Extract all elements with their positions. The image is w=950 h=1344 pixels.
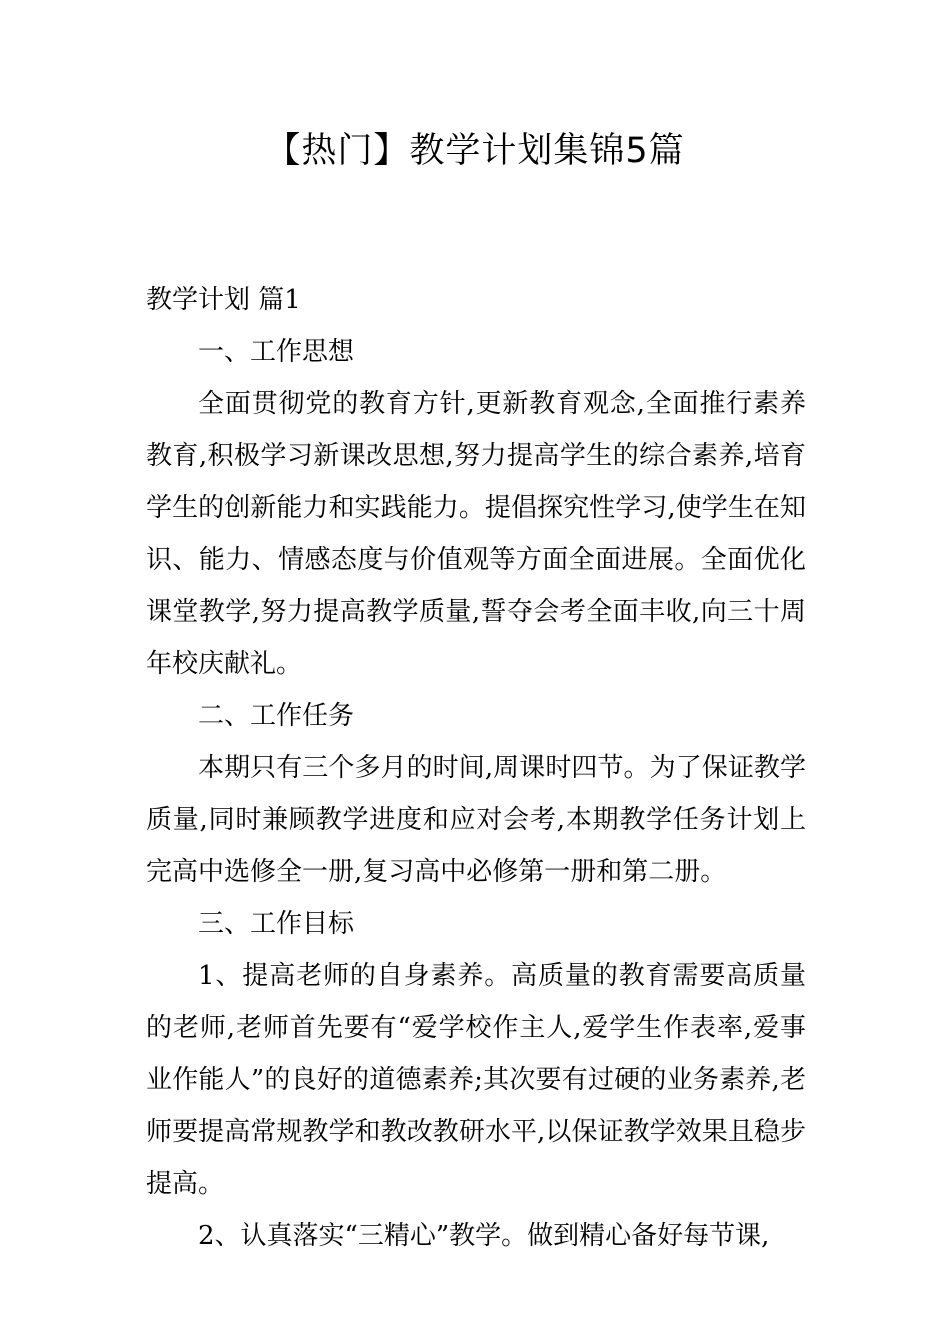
paragraph-3: 1、提高老师的自身素养。高质量的教育需要高质量的老师,老师首先要有“爱学校作主人,爱学生作表率,爱事业作能人”的良好的道德素养;其次要有过硬的业务素养,老师要提高常规教学和教改教研水平,以保证教学效果且稳步提高。: [146, 961, 806, 1199]
paragraph-4: 2、认真落实“三精心”教学。做到精心备好每节课,: [198, 1221, 770, 1251]
section-heading-2: 二、工作任务: [198, 701, 355, 731]
section-heading-3: 三、工作目标: [198, 909, 355, 939]
paragraph-2: 本期只有三个多月的时间,周课时四节。为了保证教学质量,同时兼顾教学进度和应对会考,本期教学任务计划上完高中选修全一册,复习高中必修第一册和第二册。: [146, 753, 806, 887]
section-label: 教学计划 篇1: [146, 285, 301, 315]
document-body: [146, 274, 806, 1262]
section-heading-1: 一、工作思想: [198, 337, 355, 367]
paragraph-1: 全面贯彻党的教育方针,更新教育观念,全面推行素养教育,积极学习新课改思想,努力提高学生的综合素养,培育学生的创新能力和实践能力。提倡探究性学习,使学生在知识、能力、情感态度与价值观等方面全面进展。全面优化课堂教学,努力提高教学质量,誓夺会考全面丰收,向三十周年校庆献礼。: [146, 389, 806, 679]
document-title: 【热门】教学计划集锦5篇: [265, 131, 685, 171]
